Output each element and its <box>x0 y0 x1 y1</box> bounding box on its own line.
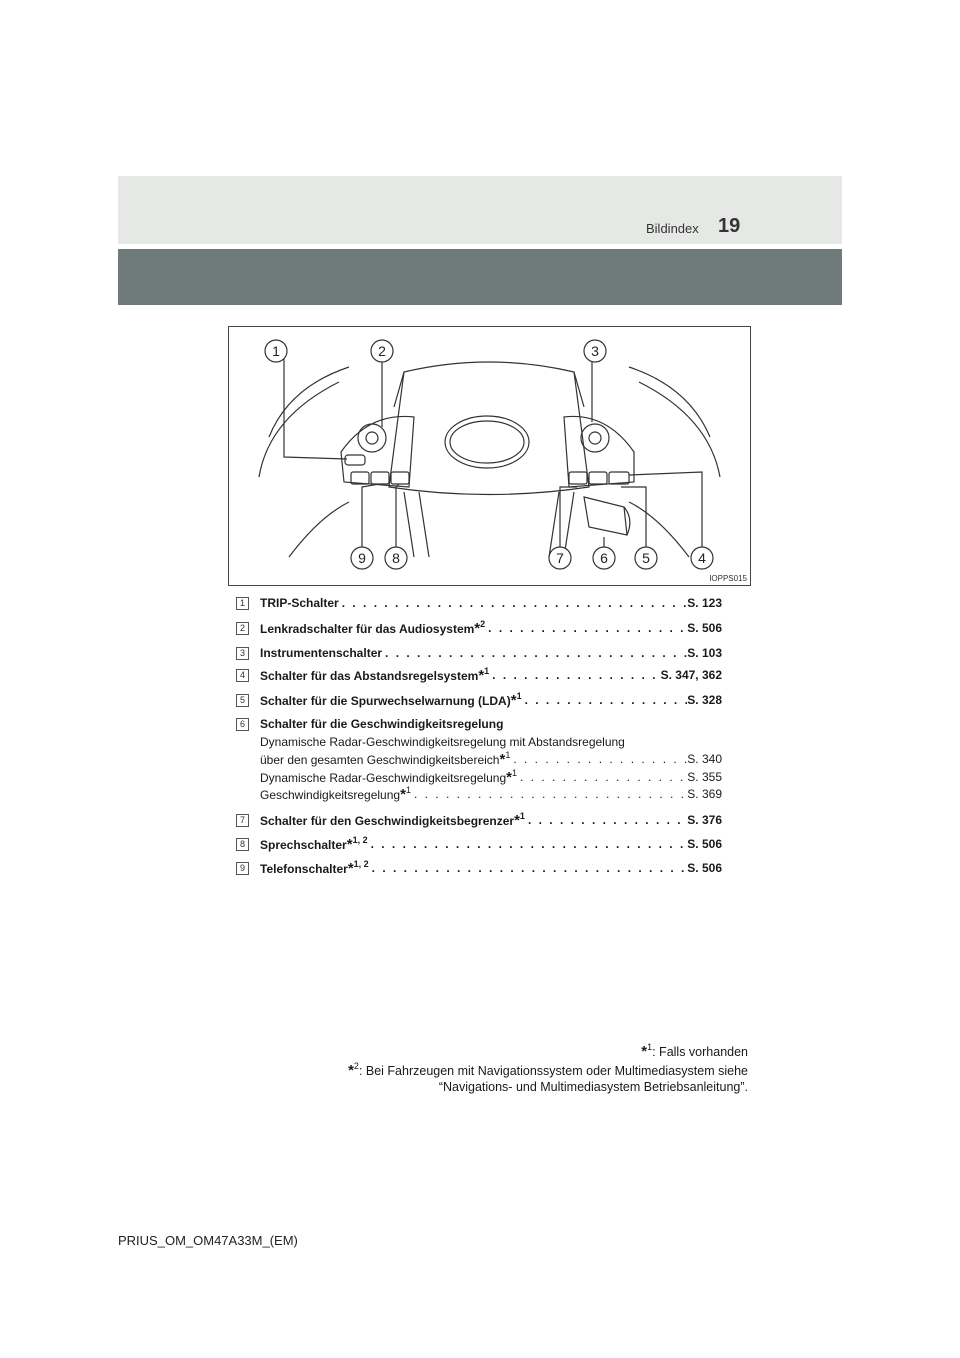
footnote-ref: 1, 2 <box>352 836 368 845</box>
footnote-ref: 1, 2 <box>353 860 369 869</box>
page-reference[interactable]: S. 506 <box>687 621 722 635</box>
leader-dots <box>510 751 687 769</box>
item-number-box: 3 <box>236 647 249 660</box>
footnote-star: * <box>499 751 506 769</box>
callout-1: 1 <box>272 343 280 359</box>
item-number-box: 4 <box>236 669 249 682</box>
leader-dots <box>339 595 688 613</box>
item-5 <box>236 692 722 710</box>
callout-7: 7 <box>556 550 564 566</box>
page-reference[interactable]: S. 103 <box>687 646 722 660</box>
item-2 <box>236 620 722 638</box>
item-label: Lenkradschalter für das Audiosystem <box>260 622 475 636</box>
item-6 <box>236 716 722 804</box>
leader-dots <box>517 769 687 787</box>
callout-3: 3 <box>591 343 599 359</box>
item-line <box>260 786 722 804</box>
page-reference[interactable]: S. 347, 362 <box>660 668 722 682</box>
document-code: PRIUS_OM_OM47A33M_(EM) <box>118 1233 298 1248</box>
item-3 <box>236 645 722 663</box>
leader-dots <box>522 692 688 710</box>
page-reference[interactable]: S. 328 <box>687 693 722 707</box>
item-line <box>260 860 722 878</box>
footnote-star: * <box>506 768 512 786</box>
item-number-box: 2 <box>236 622 249 635</box>
item-label: Geschwindigkeitsregelung <box>260 788 401 803</box>
item-1 <box>236 595 722 613</box>
footnote-1: *$^1$: Falls vorhanden <box>641 1042 748 1060</box>
footnote-star: * <box>514 812 520 829</box>
figure-code: IOPPS015 <box>709 574 747 583</box>
footnote-ref: 1 <box>516 692 522 701</box>
item-label: Dynamische Radar-Geschwindigkeitsregelung mit Abstandsregelung <box>260 734 625 749</box>
footnote-ref: 1 <box>511 768 517 778</box>
callout-9: 9 <box>358 550 366 566</box>
leader-dots <box>489 667 660 685</box>
page-reference[interactable]: S. 123 <box>687 596 722 610</box>
leader-dots <box>369 860 688 878</box>
item-label: über den gesamten Geschwindigkeitsbereich <box>260 753 500 768</box>
item-line <box>260 751 722 769</box>
page-number: 19 <box>718 215 741 237</box>
item-line <box>260 836 722 854</box>
leader-dots <box>382 645 687 663</box>
callout-5: 5 <box>642 550 650 566</box>
page-reference[interactable]: S. 355 <box>687 769 722 784</box>
footnote-ref: 1 <box>484 667 490 676</box>
header-bar <box>118 249 842 305</box>
callout-8: 8 <box>392 550 400 566</box>
item-line <box>260 692 722 710</box>
item-label: Schalter für das Abstandsregelsystem <box>260 669 479 683</box>
item-label: Dynamische Radar-Geschwindigkeitsregelung <box>260 770 507 785</box>
item-9 <box>236 860 722 878</box>
item-line <box>260 645 722 663</box>
page-reference[interactable]: S. 376 <box>687 813 722 827</box>
leader-dots <box>525 812 687 830</box>
footnote-star: * <box>347 860 354 877</box>
footnote-ref: 1 <box>405 786 411 796</box>
footnote-2: *$^2$: Bei Fahrzeugen mit Navigationssystem oder Multimediasystem siehe “Navigations- und Multimediasystem Betriebsanleitung”. <box>348 1061 748 1094</box>
leader-dots <box>368 836 688 854</box>
footnote-ref: 1 <box>505 751 511 761</box>
item-number-box: 6 <box>236 718 249 731</box>
item-7 <box>236 812 722 830</box>
footnote-ref: 1 <box>519 812 525 821</box>
footnote-star: * <box>474 620 481 637</box>
item-line <box>260 734 722 752</box>
item-number-box: 5 <box>236 694 249 707</box>
callout-4: 4 <box>698 550 706 566</box>
callout-2: 2 <box>378 343 386 359</box>
item-line <box>260 769 722 787</box>
item-label: Schalter für die Spurwechselwarnung (LDA) <box>260 694 511 708</box>
section-title: Bildindex <box>646 221 699 236</box>
item-4 <box>236 667 722 685</box>
item-line <box>260 812 722 830</box>
item-line <box>260 595 722 613</box>
steering-wheel-illustration <box>229 327 750 585</box>
steering-wheel-figure <box>228 326 751 586</box>
footnote-star: * <box>400 786 406 804</box>
footnote-ref: 2 <box>480 620 486 629</box>
item-label: Telefonschalter <box>260 862 348 876</box>
item-number-box: 7 <box>236 814 249 827</box>
item-label: TRIP-Schalter <box>260 596 339 610</box>
page-reference[interactable]: S. 340 <box>687 752 722 767</box>
item-8 <box>236 836 722 854</box>
page-reference[interactable]: S. 506 <box>687 837 722 851</box>
item-line <box>260 716 722 734</box>
callout-6: 6 <box>600 550 608 566</box>
item-line <box>260 667 722 685</box>
leader-dots <box>411 786 687 804</box>
footnote-star: * <box>478 667 485 684</box>
footnote-star: * <box>346 836 353 853</box>
item-label: Sprechschalter <box>260 838 347 852</box>
item-number-box: 9 <box>236 862 249 875</box>
page-reference[interactable]: S. 369 <box>687 787 722 802</box>
item-label: Schalter für den Geschwindigkeitsbegrenzer <box>260 814 515 828</box>
page-reference[interactable]: S. 506 <box>687 861 722 875</box>
item-number-box: 1 <box>236 597 249 610</box>
item-number-box: 8 <box>236 838 249 851</box>
item-line <box>260 620 722 638</box>
footnote-star: * <box>510 692 517 709</box>
leader-dots <box>485 620 687 638</box>
item-label: Schalter für die Geschwindigkeitsregelung <box>260 717 504 731</box>
item-label: Instrumentenschalter <box>260 646 383 660</box>
